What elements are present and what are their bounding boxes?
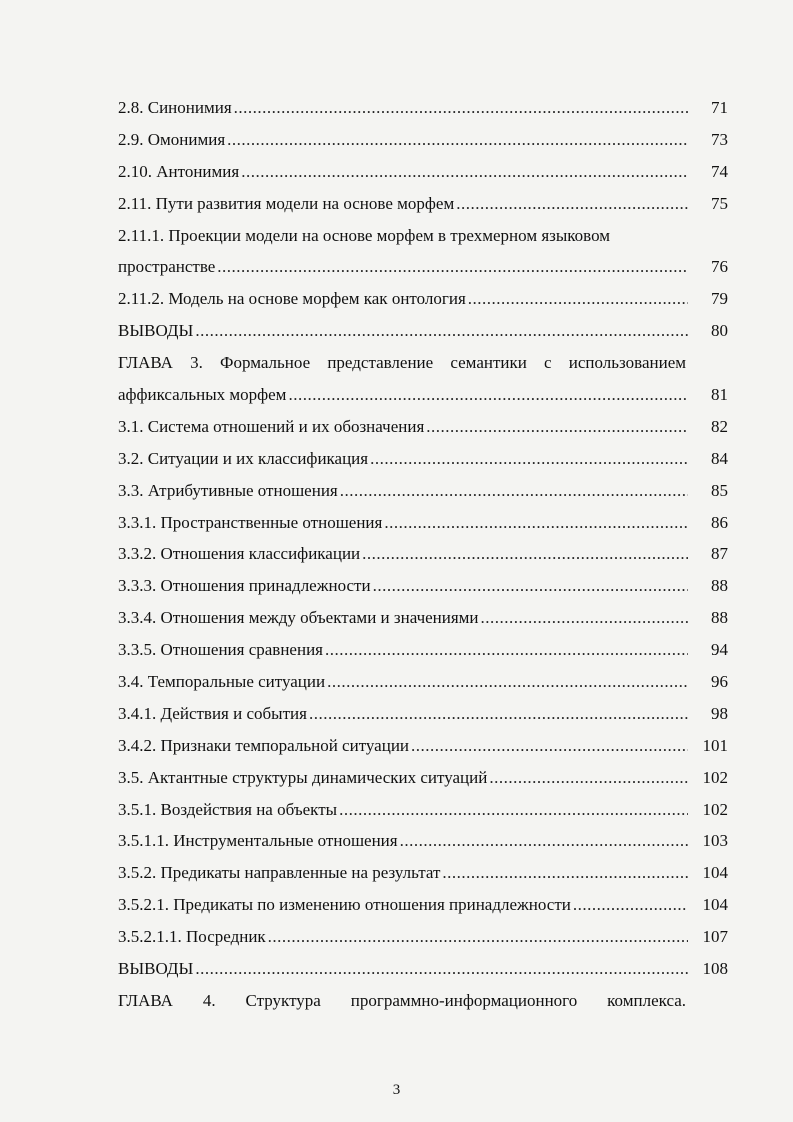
toc-entry-title: 3.3.1. Пространственные отношения xyxy=(118,512,383,532)
toc-leader-dots xyxy=(195,960,688,977)
toc-entry xyxy=(118,832,728,864)
toc-entry xyxy=(118,673,728,705)
toc-leader-dots xyxy=(227,131,688,148)
toc-entry-title: 3.5.1. Воздействия на объекты xyxy=(118,799,338,819)
toc-entry-title: 3.4. Темпоральные ситуации xyxy=(118,672,326,692)
toc-entry xyxy=(118,577,728,609)
table-of-contents xyxy=(118,99,728,1024)
toc-leader-dots xyxy=(325,641,688,658)
toc-entry-page: 107 xyxy=(702,927,728,947)
toc-entry-page: 103 xyxy=(702,831,728,851)
toc-chapter-heading: ГЛАВА 3. Формальное представление семантики с использованием xyxy=(118,353,686,373)
toc-entry-continued xyxy=(118,227,728,259)
toc-leader-dots xyxy=(489,769,688,786)
toc-entry xyxy=(118,769,728,801)
toc-entry xyxy=(118,737,728,769)
toc-entry-title: аффиксальных морфем xyxy=(118,385,287,405)
toc-chapter-heading: ГЛАВА 4. Структура программно-информационного комплекса. xyxy=(118,990,686,1010)
toc-entry xyxy=(118,450,728,482)
toc-entry-page: 73 xyxy=(711,129,728,149)
toc-entry-title: 2.11. Пути развития модели на основе морфем xyxy=(118,193,455,213)
toc-entry-title: 3.5.2.1. Предикаты по изменению отношения принадлежности xyxy=(118,895,571,915)
toc-leader-dots xyxy=(426,418,688,435)
toc-entry xyxy=(118,928,728,960)
toc-entry-page: 88 xyxy=(711,576,728,596)
toc-leader-dots xyxy=(481,609,688,626)
toc-entry-page: 108 xyxy=(702,959,728,979)
toc-entry xyxy=(118,514,728,546)
toc-entry-title: 3.2. Ситуации и их классификация xyxy=(118,448,369,468)
toc-entry-title: ВЫВОДЫ xyxy=(118,321,194,341)
toc-entry xyxy=(118,322,728,354)
toc-entry-title: 3.3. Атрибутивные отношения xyxy=(118,480,338,500)
toc-entry xyxy=(118,418,728,450)
toc-leader-dots xyxy=(309,705,688,722)
toc-entry-title: 3.4.1. Действия и события xyxy=(118,703,307,723)
toc-entry-title: 3.3.4. Отношения между объектами и значениями xyxy=(118,608,479,628)
toc-entry-page: 101 xyxy=(702,735,728,755)
toc-entry xyxy=(118,482,728,514)
toc-entry-page: 71 xyxy=(711,98,728,117)
toc-entry-title: 3.5.2. Предикаты направленные на результат xyxy=(118,863,441,883)
toc-entry xyxy=(118,960,728,992)
toc-leader-dots xyxy=(362,545,688,562)
toc-leader-dots xyxy=(442,864,688,881)
toc-entry-page: 81 xyxy=(711,385,728,405)
toc-leader-dots xyxy=(573,896,688,913)
toc-entry-title: 2.11.1. Проекции модели на основе морфем в трехмерном языковом xyxy=(118,225,611,245)
toc-leader-dots xyxy=(234,99,688,116)
toc-leader-dots xyxy=(468,290,688,307)
toc-entry-page: 102 xyxy=(702,767,728,787)
toc-entry-page: 84 xyxy=(711,448,728,468)
toc-entry xyxy=(118,801,728,833)
page-number: 3 xyxy=(392,1082,401,1098)
toc-entry-page: 96 xyxy=(711,672,728,692)
toc-entry-title: 2.11.2. Модель на основе морфем как онтология xyxy=(118,289,466,309)
toc-entry-page: 88 xyxy=(711,608,728,628)
toc-entry xyxy=(118,864,728,896)
toc-entry-title: 3.5. Актантные структуры динамических ситуаций xyxy=(118,767,488,787)
toc-entry xyxy=(118,705,728,737)
toc-leader-dots xyxy=(288,386,688,403)
toc-entry-title: 3.5.1.1. Инструментальные отношения xyxy=(118,831,398,851)
toc-entry-page: 74 xyxy=(711,161,728,181)
toc-leader-dots xyxy=(241,163,688,180)
toc-entry-title: 3.3.5. Отношения сравнения xyxy=(118,640,323,660)
toc-entry xyxy=(118,290,728,322)
toc-leader-dots xyxy=(411,737,688,754)
toc-leader-dots xyxy=(268,928,688,945)
toc-entry-page: 104 xyxy=(702,863,728,883)
toc-entry xyxy=(118,609,728,641)
toc-entry-page: 86 xyxy=(711,512,728,532)
toc-leader-dots xyxy=(373,577,688,594)
toc-entry-page: 94 xyxy=(711,640,728,660)
toc-entry-title: 2.9. Омонимия xyxy=(118,129,226,149)
toc-entry-page: 75 xyxy=(711,193,728,213)
toc-leader-dots xyxy=(327,673,688,690)
toc-leader-dots xyxy=(195,322,688,339)
toc-leader-dots xyxy=(340,482,688,499)
toc-entry-title: пространстве xyxy=(118,257,216,277)
toc-leader-dots xyxy=(456,195,688,212)
toc-leader-dots xyxy=(370,450,688,467)
toc-entry-page: 82 xyxy=(711,416,728,436)
toc-entry xyxy=(118,99,728,131)
toc-leader-dots xyxy=(217,258,688,275)
toc-entry-title: 2.10. Антонимия xyxy=(118,161,240,181)
toc-entry-page: 87 xyxy=(711,544,728,564)
toc-entry xyxy=(118,386,728,418)
toc-entry-title: 3.1. Система отношений и их обозначения xyxy=(118,416,425,436)
toc-entry xyxy=(118,195,728,227)
toc-entry xyxy=(118,545,728,577)
toc-entry-page: 76 xyxy=(711,257,728,277)
toc-leader-dots xyxy=(400,832,688,849)
toc-entry-page: 102 xyxy=(702,799,728,819)
toc-entry-page: 85 xyxy=(711,480,728,500)
toc-entry-title: 3.3.2. Отношения классификации xyxy=(118,544,361,564)
toc-entry xyxy=(118,641,728,673)
toc-entry-title: 2.8. Синонимия xyxy=(118,98,232,117)
toc-entry-title: ВЫВОДЫ xyxy=(118,959,194,979)
toc-entry-page: 104 xyxy=(702,895,728,915)
toc-entry-page: 98 xyxy=(711,703,728,723)
toc-entry xyxy=(118,896,728,928)
toc-entry-title: 3.5.2.1.1. Посредник xyxy=(118,927,266,947)
toc-entry-title: 3.3.3. Отношения принадлежности xyxy=(118,576,371,596)
toc-entry xyxy=(118,163,728,195)
toc-leader-dots xyxy=(384,514,688,531)
toc-entry xyxy=(118,258,728,290)
toc-entry xyxy=(118,131,728,163)
toc-entry-title: 3.4.2. Признаки темпоральной ситуации xyxy=(118,735,410,755)
toc-entry-page: 79 xyxy=(711,289,728,309)
toc-leader-dots xyxy=(339,801,688,818)
toc-entry-page: 80 xyxy=(711,321,728,341)
